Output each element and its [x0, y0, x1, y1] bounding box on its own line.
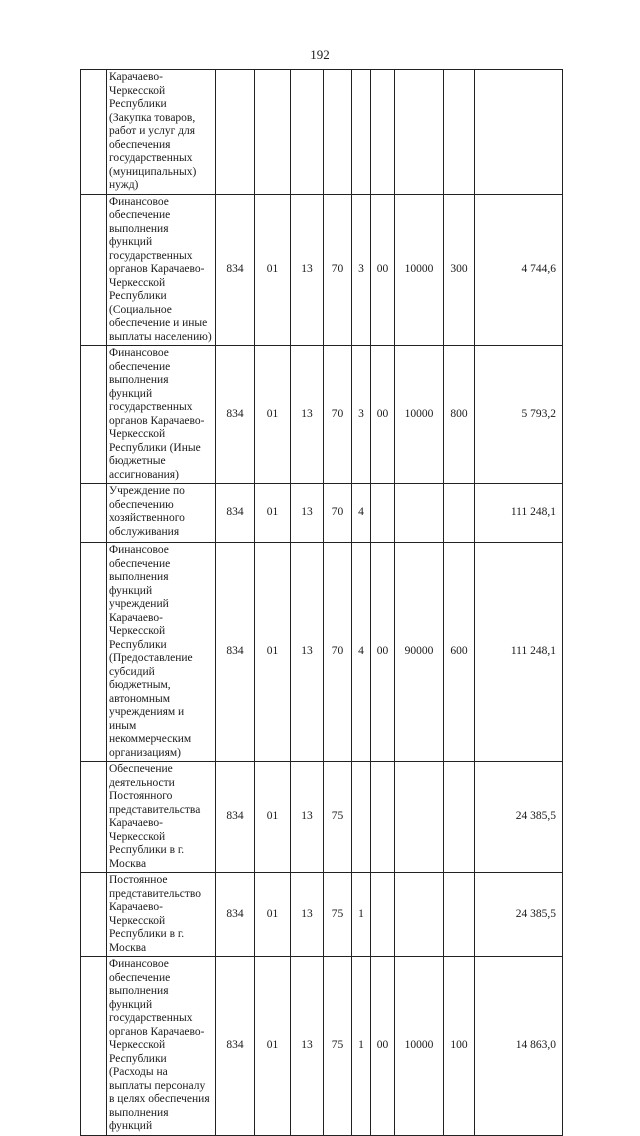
- blank-cell: [81, 762, 107, 873]
- subprogram-code: 1: [352, 957, 371, 1136]
- program-code: 75: [324, 957, 352, 1136]
- budget-table: [80, 69, 563, 1136]
- subprogram-code: 4: [352, 484, 371, 543]
- expense-type-code: 600: [444, 543, 475, 762]
- expense-type-code: 800: [444, 346, 475, 484]
- table-row: [81, 194, 563, 346]
- section-code: 01: [255, 346, 291, 484]
- section-code: 01: [255, 957, 291, 1136]
- program-code: 75: [324, 873, 352, 957]
- subsection-code: [291, 70, 324, 195]
- blank-cell: [81, 346, 107, 484]
- amount: 111 248,1: [475, 484, 563, 543]
- amount: [475, 70, 563, 195]
- grbs-code: 834: [216, 194, 255, 346]
- blank-cell: [81, 543, 107, 762]
- blank-cell: [81, 194, 107, 346]
- table-row: [81, 543, 563, 762]
- expense-name: Постоянное представительство Карачаево-Черкесской Республики в г. Москва: [107, 873, 216, 957]
- direction-code: [395, 70, 444, 195]
- section-code: 01: [255, 762, 291, 873]
- direction-code: 90000: [395, 543, 444, 762]
- subsection-code: 13: [291, 762, 324, 873]
- amount: 24 385,5: [475, 762, 563, 873]
- expense-type-code: 300: [444, 194, 475, 346]
- grbs-code: 834: [216, 543, 255, 762]
- program-code: [324, 70, 352, 195]
- grbs-code: 834: [216, 762, 255, 873]
- direction-code: 10000: [395, 194, 444, 346]
- expense-name: Обеспечение деятельности Постоянного представительства Карачаево-Черкесской Республики в г. Москва: [107, 762, 216, 873]
- subsection-code: 13: [291, 194, 324, 346]
- blank-cell: [81, 484, 107, 543]
- program-code: 70: [324, 346, 352, 484]
- expense-name: Финансовое обеспечение выполнения функций государственных органов Карачаево-Черкесской Республики (Расходы на выплаты персоналу в целях обеспечения выполнения функций: [107, 957, 216, 1136]
- expense-type-code: 100: [444, 957, 475, 1136]
- activity-code: [371, 70, 395, 195]
- section-code: 01: [255, 543, 291, 762]
- table-row: [81, 484, 563, 543]
- amount: 5 793,2: [475, 346, 563, 484]
- blank-cell: [81, 957, 107, 1136]
- table-row: [81, 873, 563, 957]
- program-code: 70: [324, 194, 352, 346]
- expense-type-code: [444, 762, 475, 873]
- page-number: 192: [310, 47, 330, 62]
- subprogram-code: 3: [352, 194, 371, 346]
- section-code: [255, 70, 291, 195]
- activity-code: 00: [371, 346, 395, 484]
- activity-code: 00: [371, 957, 395, 1136]
- section-code: 01: [255, 484, 291, 543]
- activity-code: 00: [371, 543, 395, 762]
- grbs-code: 834: [216, 484, 255, 543]
- direction-code: [395, 873, 444, 957]
- activity-code: 00: [371, 194, 395, 346]
- expense-type-code: [444, 873, 475, 957]
- expense-type-code: [444, 484, 475, 543]
- grbs-code: 834: [216, 957, 255, 1136]
- expense-name: Финансовое обеспечение выполнения функций государственных органов Карачаево-Черкесской Республики (Социальное обеспечение и иные выплаты населению): [107, 194, 216, 346]
- subsection-code: 13: [291, 346, 324, 484]
- amount: 4 744,6: [475, 194, 563, 346]
- subprogram-code: 4: [352, 543, 371, 762]
- subprogram-code: 3: [352, 346, 371, 484]
- direction-code: [395, 484, 444, 543]
- subsection-code: 13: [291, 873, 324, 957]
- program-code: 70: [324, 484, 352, 543]
- blank-cell: [81, 70, 107, 195]
- direction-code: 10000: [395, 957, 444, 1136]
- direction-code: [395, 762, 444, 873]
- activity-code: [371, 873, 395, 957]
- expense-name: Карачаево-Черкесской Республики (Закупка товаров, работ и услуг для обеспечения государственных (муниципальных) нужд): [107, 70, 216, 195]
- expense-type-code: [444, 70, 475, 195]
- subsection-code: 13: [291, 484, 324, 543]
- table-row: [81, 70, 563, 195]
- section-code: 01: [255, 873, 291, 957]
- grbs-code: 834: [216, 346, 255, 484]
- subprogram-code: 1: [352, 873, 371, 957]
- subprogram-code: [352, 70, 371, 195]
- activity-code: [371, 762, 395, 873]
- subsection-code: 13: [291, 543, 324, 762]
- expense-name: Финансовое обеспечение выполнения функций учреждений Карачаево-Черкесской Республики (Предоставление субсидий бюджетным, автономным учреждениям и иным некоммерческим организациям): [107, 543, 216, 762]
- amount: 111 248,1: [475, 543, 563, 762]
- program-code: 70: [324, 543, 352, 762]
- expense-name: Учреждение по обеспечению хозяйственного обслуживания: [107, 484, 216, 543]
- amount: 14 863,0: [475, 957, 563, 1136]
- table-row: [81, 346, 563, 484]
- amount: 24 385,5: [475, 873, 563, 957]
- subsection-code: 13: [291, 957, 324, 1136]
- grbs-code: 834: [216, 873, 255, 957]
- program-code: 75: [324, 762, 352, 873]
- expense-name: Финансовое обеспечение выполнения функций государственных органов Карачаево-Черкесской Республики (Иные бюджетные ассигнования): [107, 346, 216, 484]
- direction-code: 10000: [395, 346, 444, 484]
- blank-cell: [81, 873, 107, 957]
- subprogram-code: [352, 762, 371, 873]
- table-row: [81, 762, 563, 873]
- grbs-code: [216, 70, 255, 195]
- activity-code: [371, 484, 395, 543]
- section-code: 01: [255, 194, 291, 346]
- table-row: [81, 957, 563, 1136]
